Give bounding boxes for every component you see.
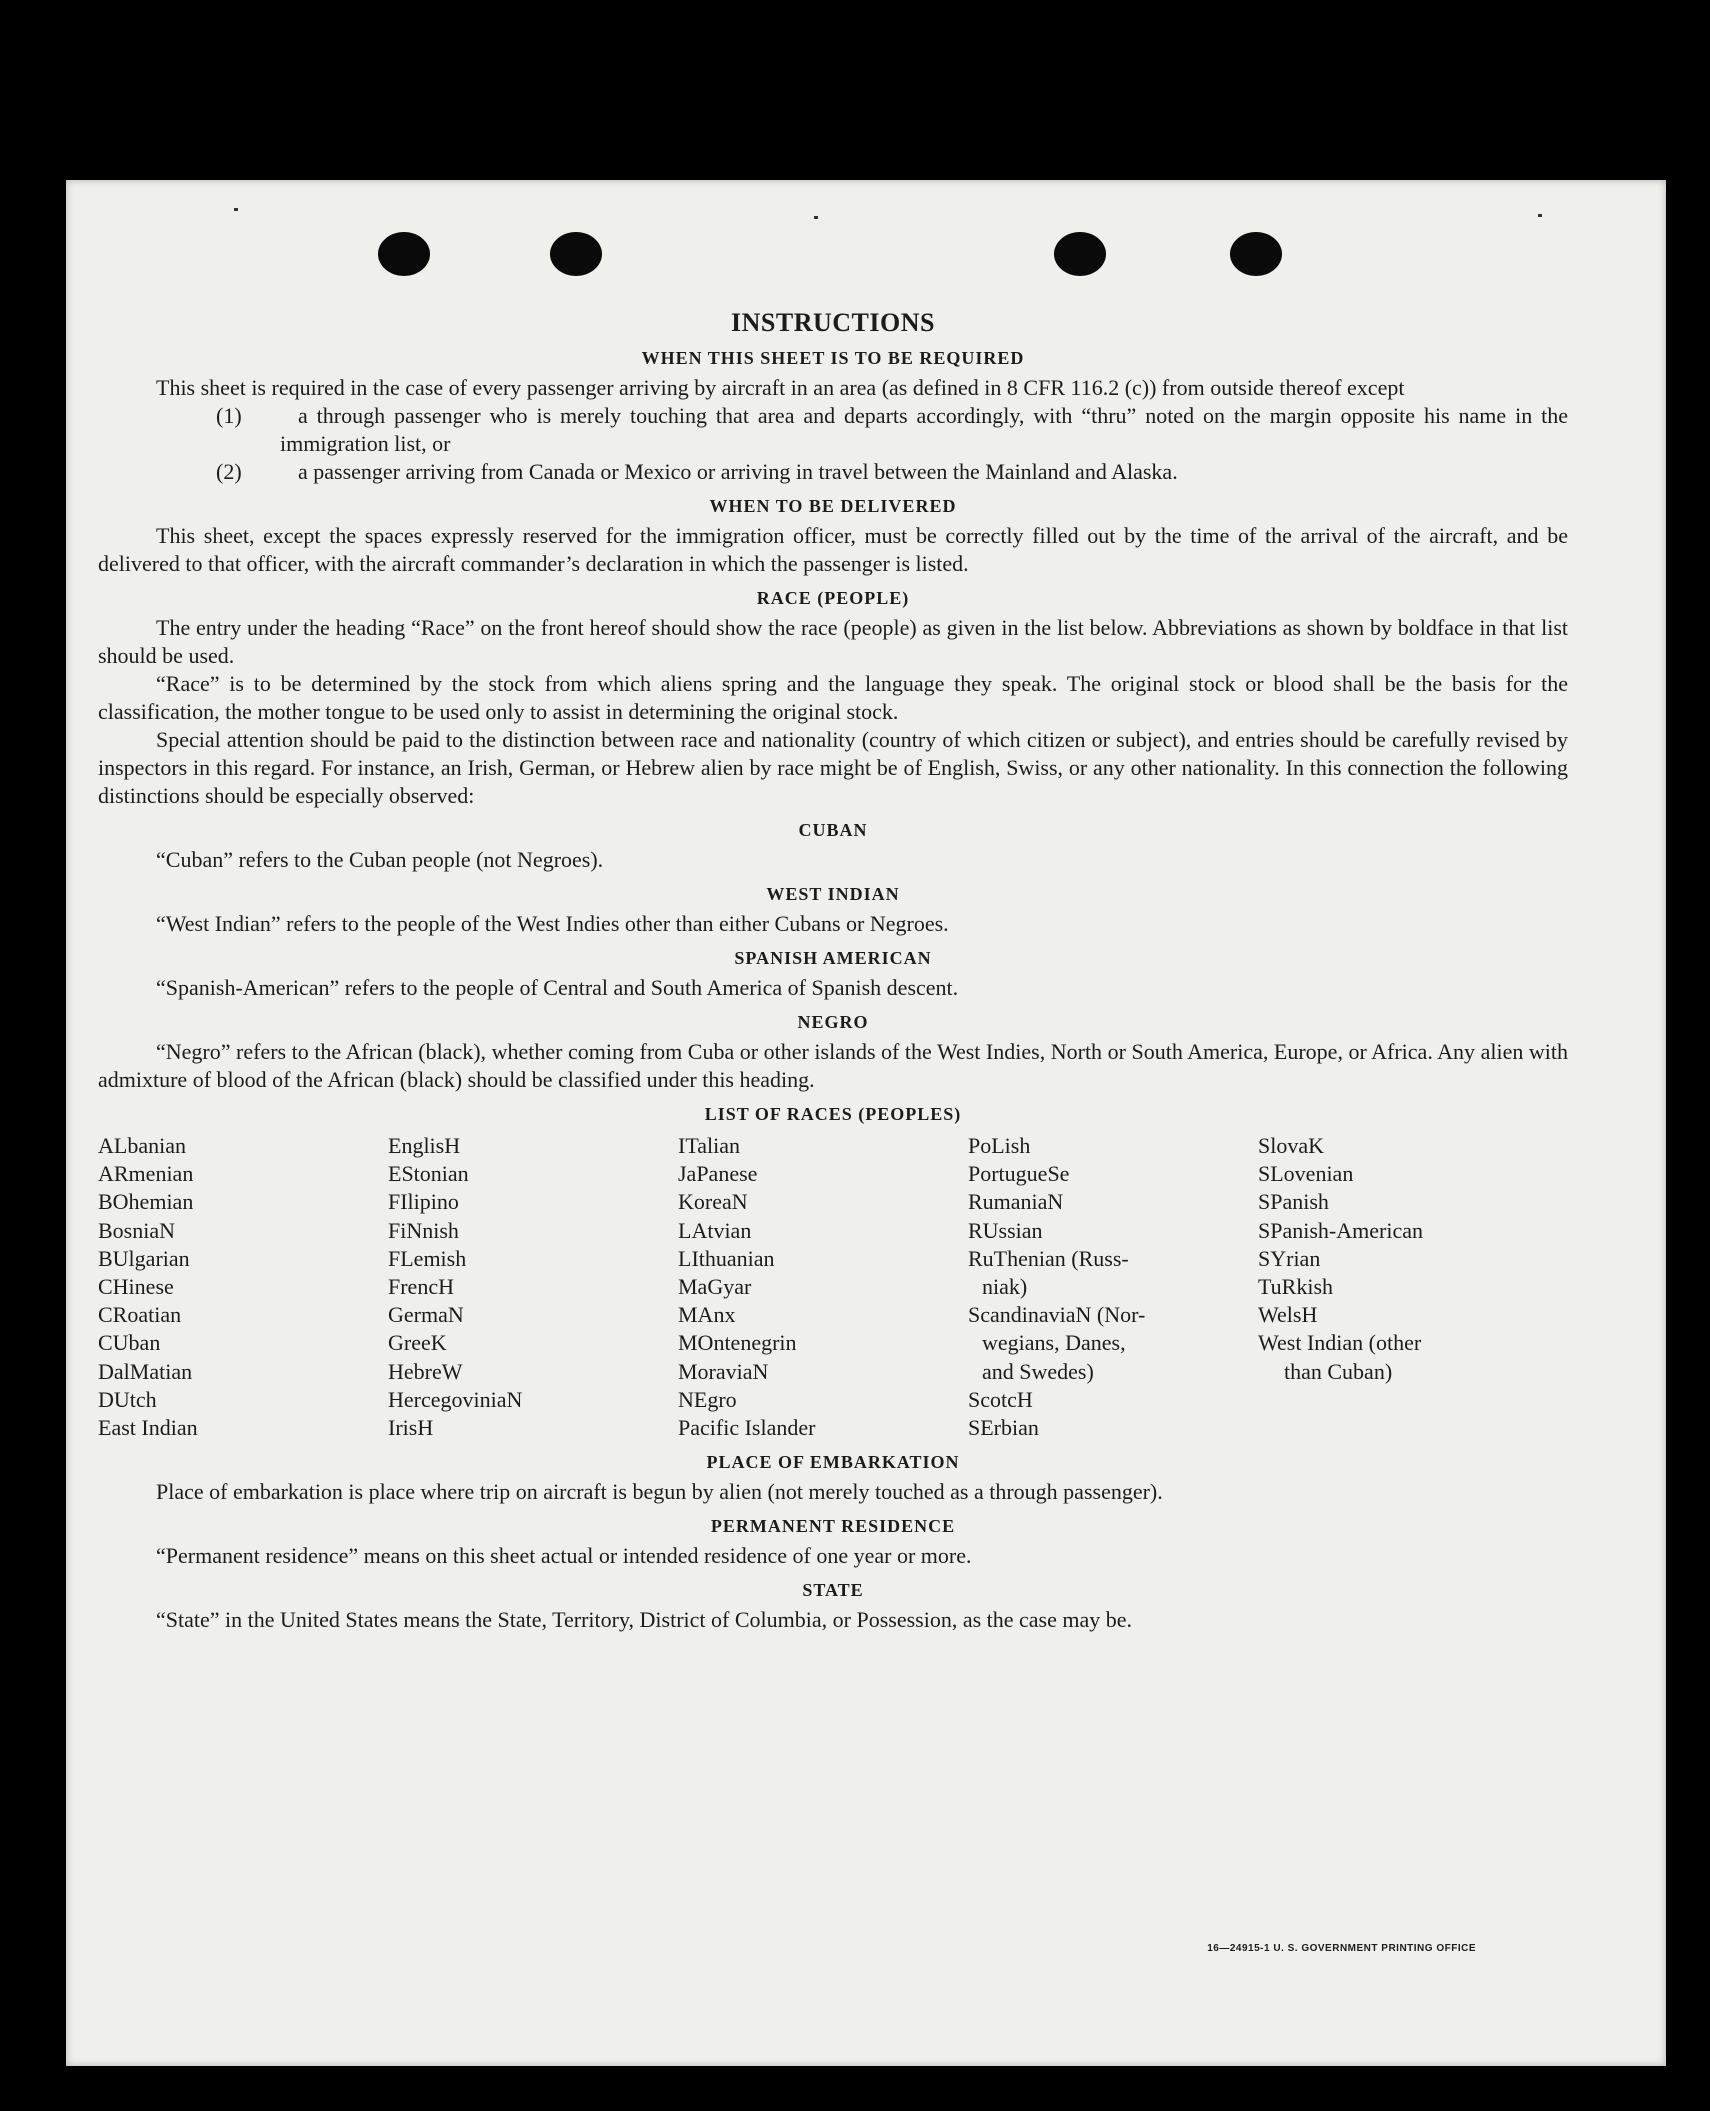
race-item: FrencH [388,1274,454,1300]
race-item: MOntenegrin [678,1330,797,1356]
document-sheet [66,180,1666,2066]
race-item-continued: wegians, Danes, [982,1330,1126,1356]
section-text: “Negro” refers to the African (black), whether coming from Cuba or other islands of the West Indies, North or South America, Europe, or Africa. Any alien with admixture of blood of the African (black) should be classified under this heading. [98,1039,1568,1092]
race-item: DUtch [98,1386,157,1412]
race-item: GreeK [388,1330,447,1356]
section-heading: WHEN THIS SHEET IS TO BE REQUIRED [641,348,1025,368]
section-heading: PLACE OF EMBARKATION [706,1452,960,1473]
item-number: (2) [216,459,242,484]
race-item: SPanish [1258,1189,1329,1215]
race-item: EStonian [388,1161,469,1187]
section-heading: RACE (PEOPLE) [756,588,910,608]
race-item: FIlipino [388,1189,459,1215]
race-item: East Indian [98,1415,198,1441]
section-text: “State” in the United States means the State, Territory, District of Columbia, or Possession, as the case may be. [156,1607,1133,1633]
race-item: HebreW [388,1358,463,1384]
section-text: “Race” is to be determined by the stock from which aliens spring and the language they speak. The original stock or blood shall be the basis for the classification, the mother tongue to be used only to assist in determining the original stock. [98,671,1568,724]
section-heading: SPANISH AMERICAN [734,948,932,968]
race-item: SLovenian [1258,1161,1354,1187]
item-number: (1) [216,403,242,428]
race-item: TuRkish [1258,1274,1334,1300]
race-item: SPanish-American [1258,1217,1423,1243]
section-heading: WHEN TO BE DELIVERED [709,496,957,516]
section-text: The entry under the heading “Race” on the front hereof should show the race (people) as given in the list below. Abbreviations as shown by boldface in that list should be used. [98,615,1568,668]
race-item: RuThenian (Russ- [968,1245,1129,1271]
race-item: MAnx [678,1302,736,1328]
race-item: RumaniaN [968,1189,1064,1215]
list-item [216,402,1568,458]
section-text: This sheet is required in the case of every passenger arriving by aircraft in an area (as defined in 8 CFR 116.2 (c)) from outside thereof except [156,375,1405,400]
race-item: FLemish [388,1245,467,1271]
race-item: FiNnish [388,1217,459,1243]
race-item: BOhemian [98,1189,194,1215]
race-item-continued: and Swedes) [982,1358,1094,1384]
race-item: RUssian [968,1217,1043,1243]
section-heading: CUBAN [798,820,868,840]
race-item: ScotcH [968,1386,1033,1412]
punch-hole [378,232,430,276]
section-heading: WEST INDIAN [766,884,900,904]
race-item: KoreaN [678,1189,748,1215]
races-column [98,1132,388,1442]
section-heading: LIST OF RACES (PEOPLES) [704,1104,962,1124]
races-column [388,1132,678,1442]
race-item: IrisH [388,1415,434,1441]
race-item: SlovaK [1258,1133,1324,1158]
punch-hole [1054,232,1106,276]
section-text: This sheet, except the spaces expressly reserved for the immigration officer, must be correctly filled out by the time of the arrival of the aircraft, and be delivered to that officer, with the aircraft commander’s declaration in which the passenger is listed. [98,523,1568,576]
item-text: a passenger arriving from Canada or Mexico or arriving in travel between the Mainland and Alaska. [298,459,1178,484]
race-item: CRoatian [98,1302,182,1328]
race-item: ScandinaviaN (Nor- [968,1302,1146,1328]
race-item: DalMatian [98,1358,193,1384]
race-item: WelsH [1258,1302,1318,1328]
race-item: West Indian (other [1258,1330,1422,1356]
races-list [98,1132,1568,1442]
speck [814,216,818,219]
race-item: JaPanese [678,1161,758,1187]
race-item: SYrian [1258,1245,1321,1271]
section-heading: PERMANENT RESIDENCE [710,1516,956,1537]
printer-imprint: 16—24915-1 U. S. GOVERNMENT PRINTING OFFICE [1207,1943,1476,1954]
race-item: CHinese [98,1274,174,1300]
races-column [1258,1132,1548,1442]
race-item: PoLish [968,1133,1031,1158]
item-text: a through passenger who is merely touching that area and departs accordingly, with “thru” noted on the margin opposite his name in the immigration list, or [280,403,1568,456]
race-item: HercegoviniaN [388,1386,523,1412]
race-item: GermaN [388,1302,464,1328]
race-item: BUlgarian [98,1245,190,1271]
section-text: “Permanent residence” means on this sheet actual or intended residence of one year or more. [156,1543,972,1569]
race-item: BosniaN [98,1217,175,1243]
races-column [968,1132,1258,1442]
section-heading: STATE [802,1580,864,1601]
punch-hole [550,232,602,276]
list-item [216,458,1568,486]
race-item: LIthuanian [678,1245,775,1271]
race-item: LAtvian [678,1217,752,1243]
page-title: INSTRUCTIONS [731,308,935,337]
race-item: Pacific Islander [678,1415,816,1441]
race-item: ALbanian [98,1133,186,1158]
race-item-continued: niak) [982,1274,1028,1300]
section-text: “Spanish-American” refers to the people of Central and South America of Spanish descent. [156,975,959,1000]
speck [1538,214,1542,217]
instructions-content [98,308,1568,1634]
race-item: ARmenian [98,1161,194,1187]
race-item: MoraviaN [678,1358,769,1384]
race-item: CUban [98,1330,161,1356]
section-text: Special attention should be paid to the distinction between race and nationality (country of which citizen or subject), and entries should be carefully revised by inspectors in this regard. For instance, an Irish, German, or Hebrew alien by race might be of English, Swiss, or any other nationality. In this connection the following distinctions should be especially observed: [98,727,1568,808]
races-column [678,1132,968,1442]
speck [234,208,238,211]
race-item: NEgro [678,1386,737,1412]
section-text: “West Indian” refers to the people of the West Indies other than either Cubans or Negroes. [156,911,949,936]
race-item-continued: than Cuban) [1284,1358,1393,1384]
section-text: “Cuban” refers to the Cuban people (not Negroes). [156,847,604,872]
race-item: ITalian [678,1133,740,1158]
race-item: SErbian [968,1415,1039,1441]
punch-hole [1230,232,1282,276]
race-item: EnglisH [388,1133,461,1158]
race-item: MaGyar [678,1274,752,1300]
section-text: Place of embarkation is place where trip on aircraft is begun by alien (not merely touched as a through passenger). [156,1479,1163,1505]
race-item: PortugueSe [968,1161,1070,1187]
section-heading: NEGRO [797,1012,869,1032]
